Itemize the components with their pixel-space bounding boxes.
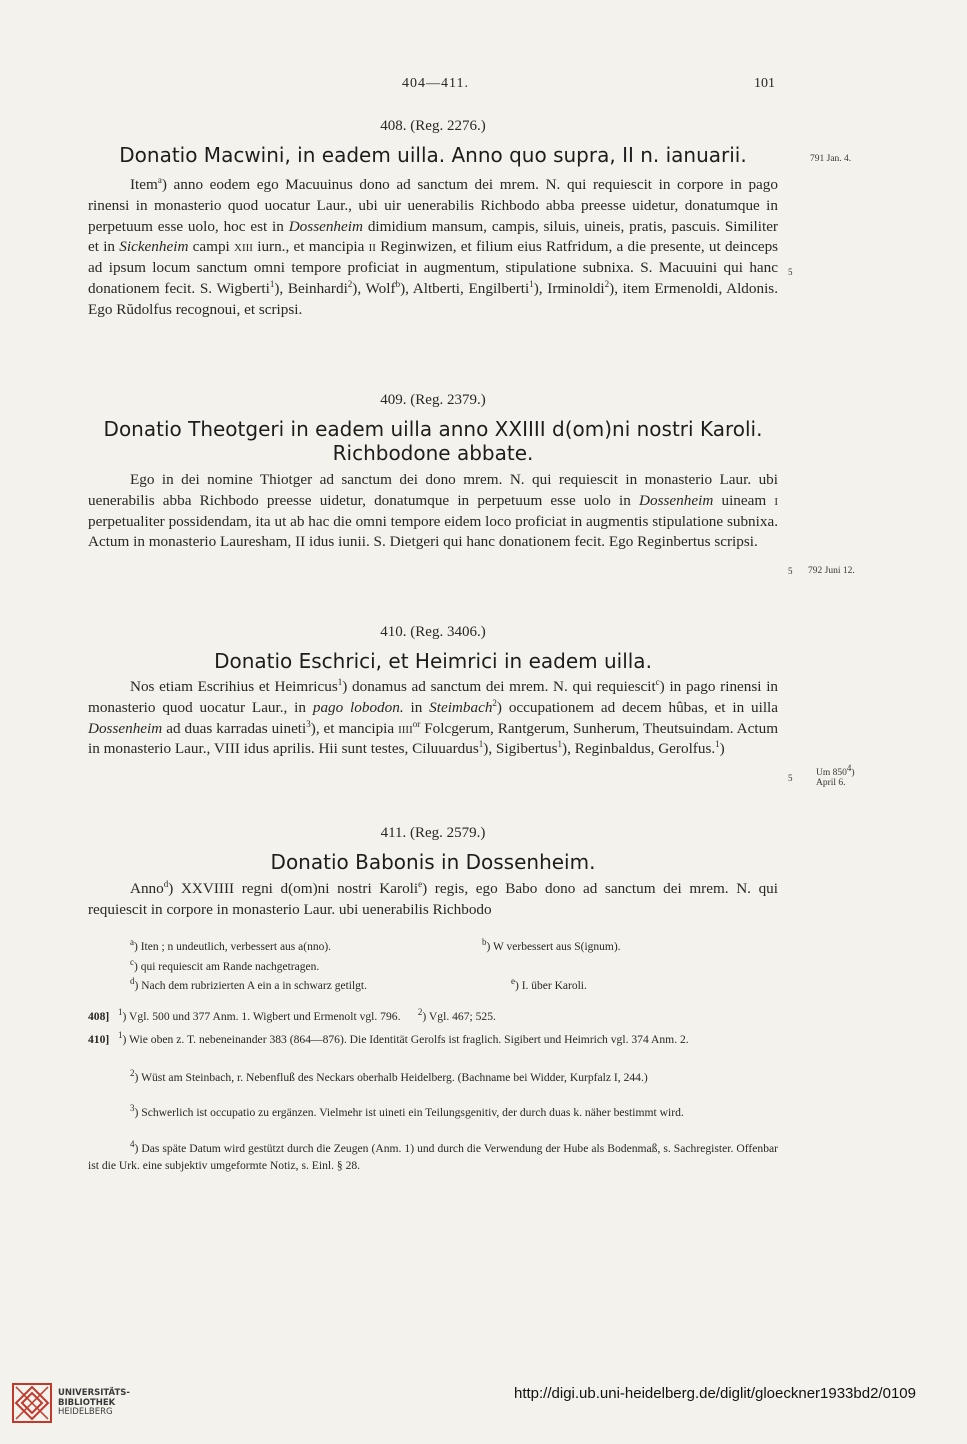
margin-date-410-line1: Um $850^4$) [816,763,855,779]
entry-408-number: 408. (Reg. 2276.) [380,118,486,134]
footnote-b: $^b$) W verbessert aus S(ignum). [482,937,621,953]
commentary-408: 408] $^1$) Vgl. 500 und 377 Anm. 1. Wigbert und Ermenolt vgl. 796. $^2$) Vgl. 467; 525. [88,1007,496,1023]
entry-408-title: Donatio Macwini, in eadem uilla. Anno quo supra, II n. ianuarii. [119,143,747,167]
commentary-410-4: $^4$) Das späte Datum wird gestützt durch die Zeugen (Anm. 1) und durch die Verwendung der Hube als Bodenmaß, s. Sachregister. Offenbar ist die Urk. eine subjektiv umgeformte Notiz, s. Einl. § 28. [88,1139,778,1172]
entry-409-number: 409. (Reg. 2379.) [380,392,486,408]
entry-408-text: Item$^a$) anno eodem ego Macuuinus dono ad sanctum dei mrem. N. qui requiescit in corpore in pago rinensi in monasterio quod uocatur Laur., ubi uir uenerabilis Richbodo abba preesse uidetur, donatumque in perpetuum esse uolo, hoc est in Dossenheim dimidium mansum, campis, siluis, uineis, pratis, pascuis. Similiter et in Sickenheim campi xiii iurn., et mancipia ii Reginwizen, et filium eius Ratfridum, a die presente, ut deinceps ad ipsum locum sanctum omni tempore proficiat in augmentum, stipulatione subnixa. S. Macuuini qui hanc donationem fecit. S. Wigberti$^1$), Beinhardi$^2$), Wolf$^b$), Altberti, Engilberti$^1$), Irminoldi$^2$), item Ermenoldi, Aldonis. Ego Rŭdolfus recognoui, et scripsi. [88,174,779,318]
footnote-a: $^a$) Iten ; n undeutlich, verbessert aus a(nno). [130,937,332,953]
entry-410-number: 410. (Reg. 3406.) [380,624,486,640]
commentary-410-3: $^3$) Schwerlich ist occupatio zu ergänzen. Vielmehr ist uineti ein Teilungsgenitiv, der durch duas k. näher bestimmt wird. [130,1103,684,1119]
footnote-d: $^d$) Nach dem rubrizierten A ein a in schwarz getilgt. [130,976,367,992]
margin-date-409: 792 Juni 12. [808,566,855,576]
source-url-link[interactable]: http://digi.ub.uni-heidelberg.de/diglit/gloeckner1933bd2/0109 [514,1385,916,1402]
entry-411-number: 411. (Reg. 2579.) [380,825,486,841]
page-number: 101 [754,76,775,91]
entry-410-text: Nos etiam Escrihius et Heimricus$^1$) donamus ad sanctum dei mrem. N. qui requiescit$^c$) in pago rinensi in monasterio quod uocatur Laur., in pago lobodon. in Steimbach$^2$) occupationem ad decem hûbas, et in uilla Dossenheim ad duas karradas uineti$^3$), et mancipia iiii$^{or}$ Folcgerum, Rantgerum, Sunherum, Theutsuindam. Actum in monasterio Laur., VIII idus aprilis. Hii sunt testes, Ciluuardus$^1$), Sigibertus$^1$), Reginbaldus, Gerolfus.$^1$) [88,676,779,758]
margin-date-410-line2: April 6. [816,778,846,788]
footnote-e: $^e$) I. über Karoli. [511,976,587,992]
library-name: UNIVERSITÄTS- BIBLIOTHEK HEIDELBERG [58,1388,130,1417]
margin-date-408: 791 Jan. 4. [810,154,852,164]
footnote-c: $^c$) qui requiescit am Rande nachgetragen. [130,957,320,973]
line-number-409: 5 [788,566,793,576]
entry-410-title: Donatio Eschrici, et Heimrici in eadem uilla. [214,649,652,673]
entry-411-title: Donatio Babonis in Dossenheim. [270,850,596,874]
entry-409-text: Ego in dei nomine Thiotger ad sanctum dei dono mrem. N. qui requiescit in monasterio Laur. ubi uenerabilis abba Richbodo preesse uidetur, donatumque in perpetuum esse uolo in Dossenheim uineam i perpetualiter possidendam, ita ut ab hac die omni tempore eidem loco proficiat in augmentis stipulatione subnixa. Actum in monasterio Lauresham, II idus iunii. S. Dietgeri qui hanc donationem fecit. Ego Reginbertus scripsi. [88,471,779,551]
running-head: 404—411. [402,76,469,91]
commentary-410-2: $^2$) Wüst am Steinbach, r. Nebenfluß des Neckars oberhalb Heidelberg. (Bachname bei Widder, Kurpfalz I, 244.) [130,1068,648,1084]
line-number-410: 5 [788,773,793,783]
entry-409-title-line1: Donatio Theotgeri in eadem uilla anno XXIIII d(om)ni nostri Karoli. [103,417,763,441]
commentary-410-1: 410] $^1$) Wie oben z. T. nebeneinander 383 (864—876). Die Identität Gerolfs ist fraglich. Sigibert und Heimrich vgl. 374 Anm. 2. [88,1030,689,1046]
line-number-408: 5 [788,267,793,277]
library-logo-icon [12,1383,52,1423]
entry-411-text: Anno$^d$) XXVIIII regni d(om)ni nostri Karoli$^e$) regis, ego Babo dono ad sanctum dei mrem. N. qui requiescit in corpore in monasterio Laur. ubi uenerabilis Richbodo [88,878,778,918]
entry-409-title-line2: Richbodone abbate. [332,441,534,465]
